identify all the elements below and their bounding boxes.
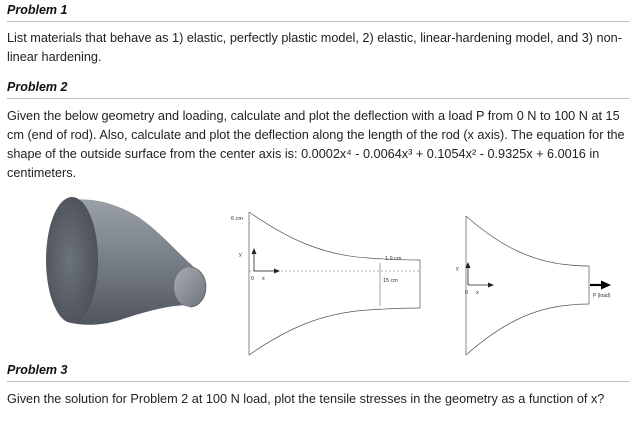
label-0-2: 0 xyxy=(465,290,469,296)
load-diagram xyxy=(456,216,611,355)
label-0-1: 0 xyxy=(251,276,255,282)
label-1-9cm: 1.9 cm xyxy=(385,256,402,262)
label-6cm: 6 cm xyxy=(231,216,243,222)
x-arrowhead-1 xyxy=(274,269,280,274)
label-p-load: P (load) xyxy=(593,293,611,299)
dimension-diagram xyxy=(231,212,420,355)
y-arrowhead-1 xyxy=(252,248,257,254)
x-arrowhead-2 xyxy=(488,283,494,288)
problem1-text: List materials that behave as 1) elastic, perfectly plastic model, 2) elastic, linear-hardening model, and 3) non-linear hardening. xyxy=(7,31,622,64)
problem3-divider xyxy=(7,381,629,382)
problem3-heading: Problem 3 xyxy=(7,363,68,377)
label-y-2: y xyxy=(456,266,459,272)
label-x-2: x xyxy=(476,290,479,296)
problem1-heading: Problem 1 xyxy=(7,3,68,17)
lower-profile-curve-2 xyxy=(466,304,589,355)
problem2-heading: Problem 2 xyxy=(7,80,68,94)
label-x-1: x xyxy=(262,276,265,282)
load-arrowhead xyxy=(601,281,611,290)
horn-3d-render xyxy=(46,197,206,325)
upper-profile-curve xyxy=(249,212,420,260)
problem3-text: Given the solution for Problem 2 at 100 N load, plot the tensile stresses in the geometry as a function of x? xyxy=(7,392,605,406)
lower-profile-curve xyxy=(249,308,420,355)
label-y-1: y xyxy=(239,252,242,258)
label-15cm: 15 cm xyxy=(383,278,398,284)
upper-profile-curve-2 xyxy=(466,216,589,266)
problem2-text: Given the below geometry and loading, calculate and plot the deflection with a load P from 0 N to 100 N at 15 cm (end of rod). Also, calculate and plot the deflection along the length of the rod (x axis). The equation for the shape of the outside surface from the center axis is: 0.0002x⁴ - 0.0064x³ + 0.1054x² - 0.9325x + 6.0016 in centimeters. xyxy=(7,109,625,180)
